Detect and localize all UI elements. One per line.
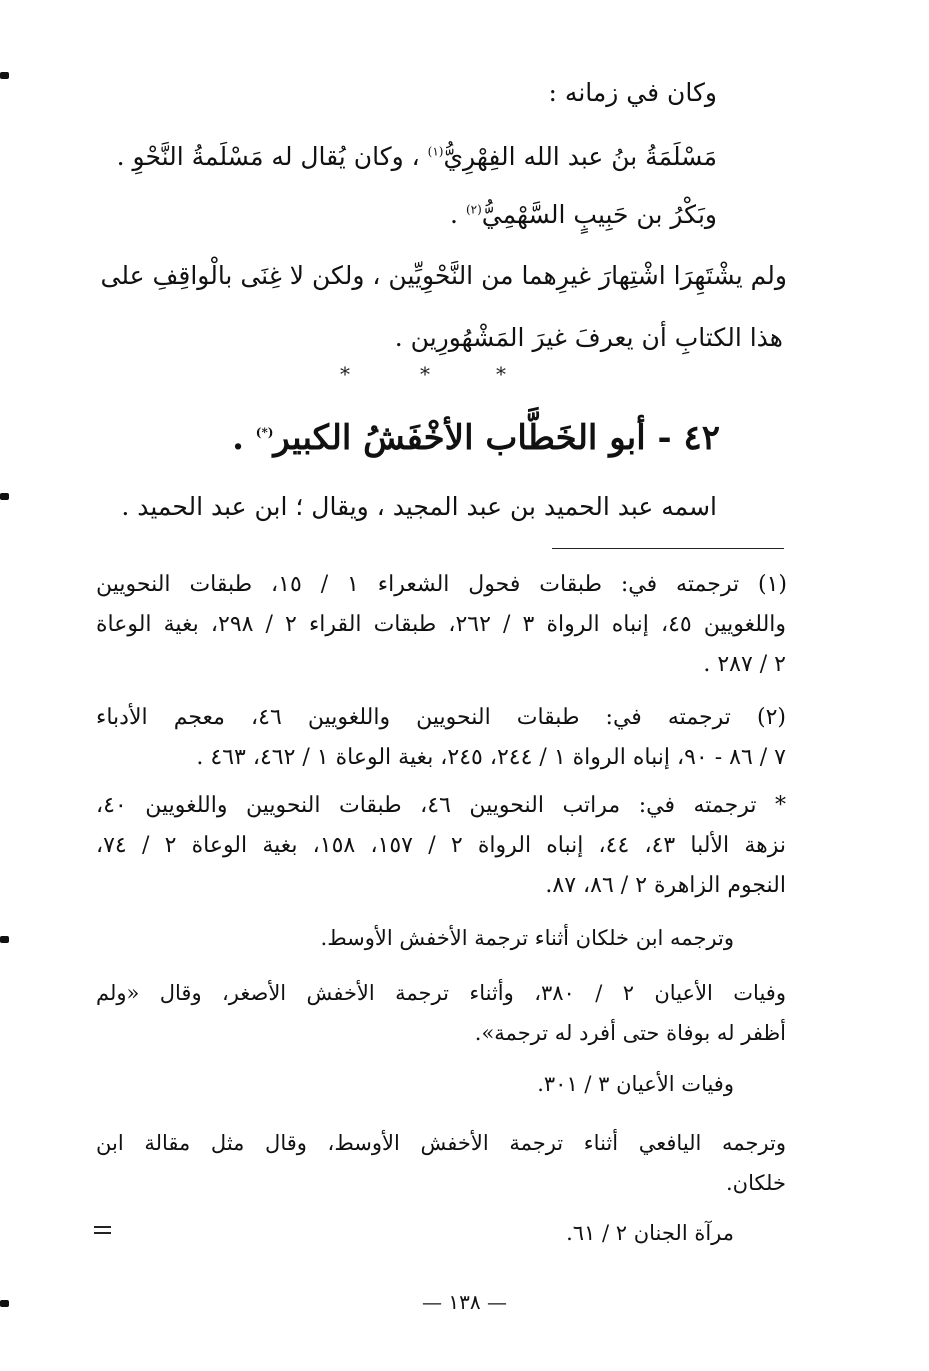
footnote-1 [96, 565, 786, 685]
footnote-line: (١) ترجمته في: طبقات فحول الشعراء ١ / ١٥، طبقات النحويين [96, 572, 787, 597]
note-line: وفيات الأعيان ٢ / ٣٨٠، وأثناء ترجمة الأخفش الأصغر، وقال «ولم [96, 981, 786, 1005]
footnote-ref: (١) [427, 144, 444, 159]
margin-mark [0, 936, 9, 943]
footnote-star [96, 786, 786, 906]
margin-mark [0, 493, 9, 500]
person-name: وبَكْرُ بن حَبِيبٍ السَّهْمِيُّ [481, 200, 717, 229]
entry-heading: ٤٢ - أبو الخَطَّاب الأخْفَشُ الكبير(*) . [232, 418, 720, 458]
section-separator [330, 362, 530, 392]
note-line: خلكان. [725, 1171, 786, 1195]
paragraph-line: هذا الكتابِ أن يعرفَ غيرَ المَشْهُورِين . [394, 323, 783, 352]
footnote-line: * ترجمته في: مراتب النحويين ٤٦، طبقات النحويين واللغويين ٤٠، [96, 793, 786, 818]
note-line: وترجمه ابن خلكان أثناء ترجمة الأخفش الأوسط. [320, 926, 734, 950]
note-line: مرآة الجنان ٢ / ٦١. [566, 1221, 734, 1245]
margin-mark [0, 72, 9, 79]
intro-text [117, 62, 717, 124]
footnote-line: ٢ / ٢٨٧ . [703, 652, 786, 677]
note-4 [96, 1123, 786, 1203]
footnote-2 [96, 698, 786, 778]
footnote-line: نزهة الألبا ٤٣، ٤٤، إنباه الرواة ٢ / ١٥٧، ١٥٨، بغية الوعاة ٢ / ٧٤، [96, 833, 786, 858]
separator-star: * [420, 362, 430, 386]
footnote-divider [552, 548, 784, 549]
intro-line: وكان في زمانه : [548, 78, 717, 107]
separator-star: * [496, 362, 506, 386]
footnote-line: ٧ / ٨٦ - ٩٠، إنباه الرواة ١ / ٢٤٤، ٢٤٥، بغية الوعاة ١ / ٤٦٢، ٤٦٣ . [196, 745, 786, 770]
page-number: — ١٣٨ — [422, 1290, 507, 1314]
entry-title: ٤٢ - أبو الخَطَّاب الأخْفَشُ الكبير [273, 418, 720, 458]
footnote-line: النجوم الزاهرة ٢ / ٨٦، ٨٧. [545, 873, 786, 898]
note-2 [96, 973, 786, 1053]
person-name: مَسْلَمَةُ بنُ عبد الله الفِهْرِيُّ [443, 142, 717, 171]
note-line: وترجمه اليافعي أثناء ترجمة الأخفش الأوسط، وقال مثل مقالة ابن [96, 1131, 786, 1155]
person-note: ، وكان يُقال له مَسْلَمةُ النَّحْوِ . [116, 142, 428, 171]
note-3 [96, 1064, 786, 1104]
person-line-2: وبَكْرُ بن حَبِيبٍ السَّهْمِيُّ$^{(٢)}$ . [450, 200, 717, 229]
note-1 [96, 918, 786, 958]
separator-star: * [340, 362, 350, 386]
intro-paragraph [100, 245, 787, 369]
paragraph-line: ولم يشْتَهِرَا اشْتِهارَ غيرِهما من النَّحْوِيِّين ، ولكن لا غِنَى بالْواقِفِ على [100, 261, 787, 290]
note-5 [96, 1213, 786, 1253]
footnote-line: واللغويين ٤٥، إنباه الرواة ٣ / ٢٦٢، طبقات القراء ٢ / ٢٩٨، بغية الوعاة [96, 612, 787, 637]
footnote-ref: (٢) [465, 202, 482, 217]
footnote-ref: (*) [255, 425, 274, 440]
note-line: أظفر له بوفاة حتى أفرد له ترجمة». [474, 1021, 786, 1045]
entry-name-line: اسمه عبد الحميد بن عبد المجيد ، ويقال ؛ ابن عبد الحميد . [121, 492, 717, 521]
person-line-1 [117, 126, 717, 188]
note-line: وفيات الأعيان ٣ / ٣٠١. [537, 1072, 734, 1096]
footnote-line: (٢) ترجمته في: طبقات النحويين واللغويين ٤٦، معجم الأدباء [96, 705, 786, 730]
